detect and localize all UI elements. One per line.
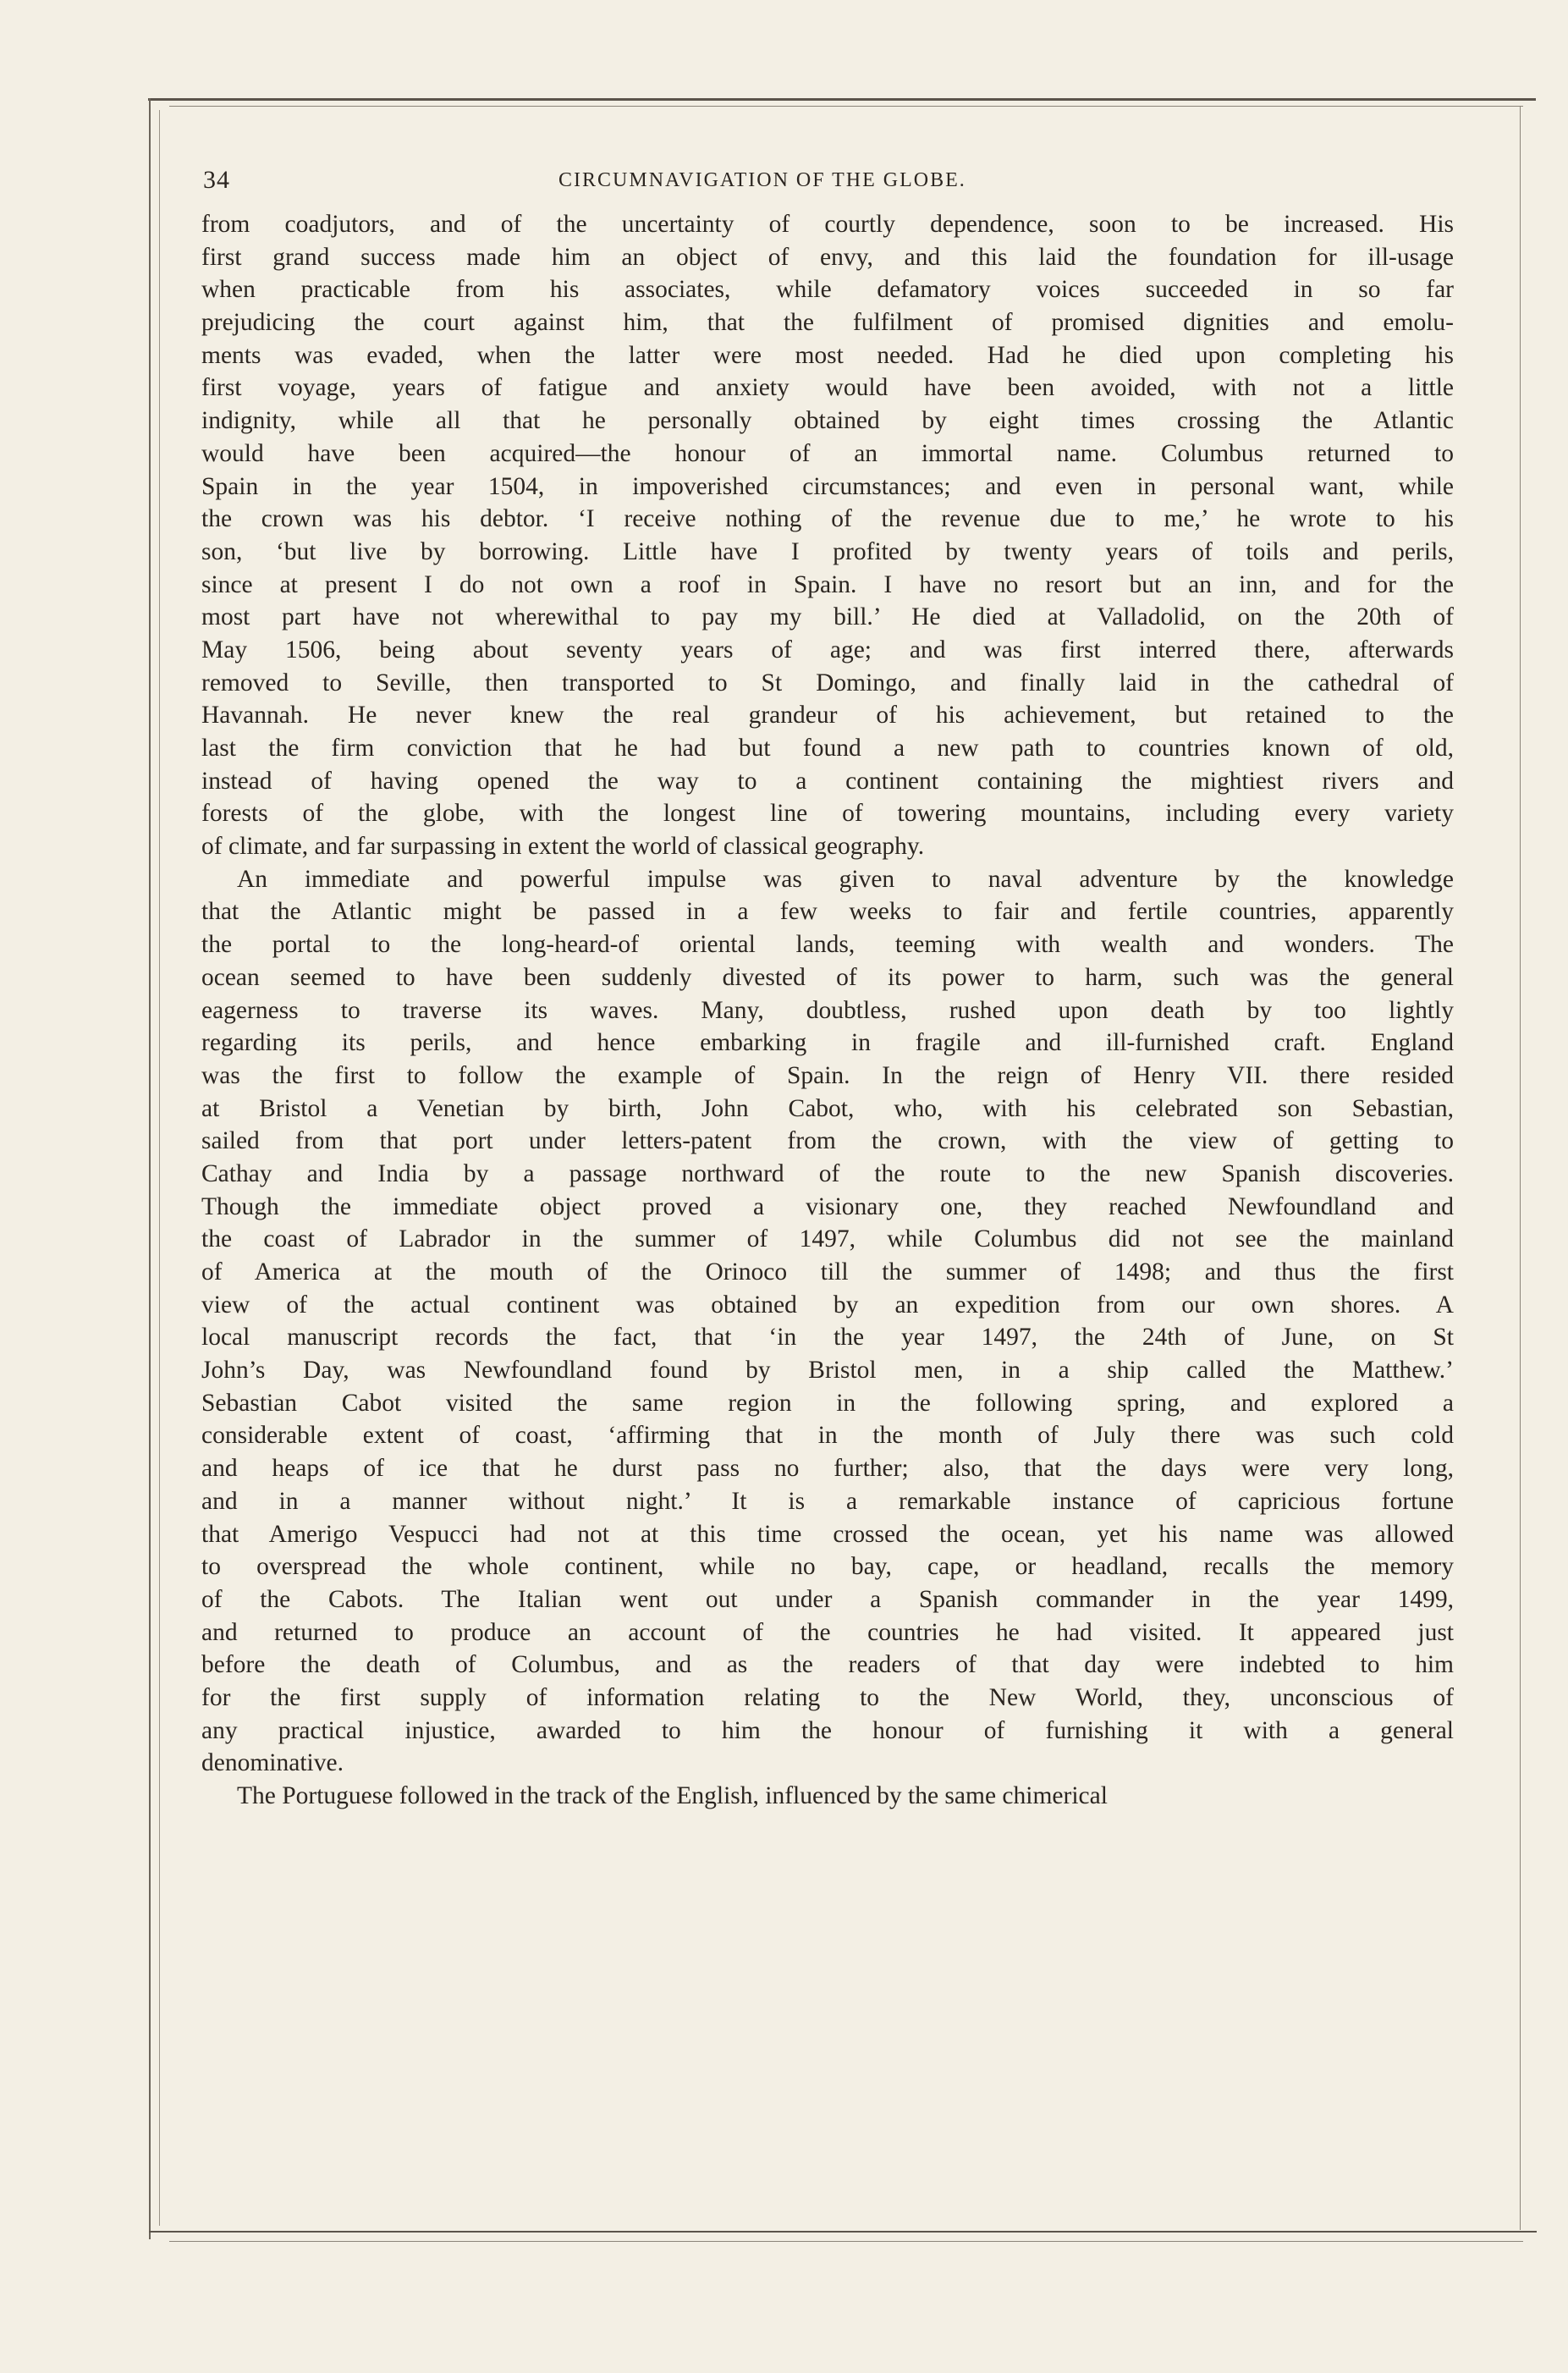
paragraph	[201, 208, 1454, 863]
text-line: Cathay and India by a passage northward of the route to the new Spanish discoveries.	[201, 1159, 1454, 1187]
text-line: considerable extent of coast, ‘affirming that in the month of July there was such cold	[201, 1422, 1454, 1450]
text-line: regarding its perils, and hence embarking in fragile and ill-furnished craft. England	[201, 1029, 1454, 1057]
body-text	[201, 208, 1454, 1813]
text-line: from coadjutors, and of the uncertainty of courtly dependence, soon to be increased. His	[201, 211, 1454, 238]
paragraph	[201, 1780, 1454, 1813]
text-line: and heaps of ice that he durst pass no further; also, that the days were very long,	[201, 1455, 1454, 1483]
text-line: the crown was his debtor. ‘I receive nothing of the revenue due to me,’ he wrote to his	[201, 505, 1454, 533]
text-line: son, ‘but live by borrowing. Little have I profited by twenty years of toils and perils,	[201, 537, 1454, 565]
text-line: sailed from that port under letters-patent from the crown, with the view of getting to	[201, 1127, 1454, 1155]
text-line: prejudicing the court against him, that the fulfilment of promised dignities and emolu-	[201, 309, 1454, 337]
text-line: eagerness to traverse its waves. Many, doubtless, rushed upon death by too lightly	[201, 996, 1454, 1024]
page-frame-right-rule	[1520, 106, 1521, 2230]
text-line: view of the actual continent was obtained by an expedition from our own shores. A	[201, 1291, 1454, 1319]
text-line: ments was evaded, when the latter were most needed. Had he died upon completing his	[201, 341, 1454, 369]
page-frame-left-rule	[149, 98, 151, 2239]
text-line: and in a manner without night.’ It is a remarkable instance of capricious fortune	[201, 1487, 1454, 1515]
text-line: removed to Seville, then transported to St Domingo, and finally laid in the cathedral of	[201, 669, 1454, 696]
text-line: John’s Day, was Newfoundland found by Bristol men, in a ship called the Matthew.’	[201, 1357, 1454, 1385]
page-number: 34	[203, 166, 230, 194]
text-line: of climate, and far surpassing in extent the world of classical geography.	[201, 833, 925, 861]
text-line: the coast of Labrador in the summer of 1497, while Columbus did not see the mainland	[201, 1225, 1454, 1253]
text-line: since at present I do not own a roof in Spain. I have no resort but an inn, and for the	[201, 570, 1454, 598]
text-line: Though the immediate object proved a visionary one, they reached Newfoundland and	[201, 1192, 1454, 1220]
text-line: when practicable from his associates, while defamatory voices succeeded in so far	[201, 276, 1454, 304]
text-line: of America at the mouth of the Orinoco till the summer of 1498; and thus the first	[201, 1258, 1454, 1286]
text-line: any practical injustice, awarded to him the honour of furnishing it with a general	[201, 1716, 1454, 1744]
page-header	[203, 166, 1455, 200]
text-line: that the Atlantic might be passed in a few weeks to fair and fertile countries, apparently	[201, 898, 1454, 926]
running-title: CIRCUMNAVIGATION OF THE GLOBE.	[558, 169, 966, 191]
text-line: for the first supply of information relating to the New World, they, unconscious of	[201, 1683, 1454, 1711]
text-line: denominative.	[201, 1749, 344, 1777]
text-line: instead of having opened the way to a continent containing the mightiest rivers and	[201, 767, 1454, 795]
text-line: ocean seemed to have been suddenly divested of its power to harm, such was the general	[201, 963, 1454, 991]
text-line: to overspread the whole continent, while no bay, cape, or headland, recalls the memory	[201, 1553, 1454, 1581]
text-line: first grand success made him an object of envy, and this laid the foundation for ill-usage	[201, 243, 1454, 271]
text-line: last the firm conviction that he had but found a new path to countries known of old,	[201, 735, 1454, 762]
page-frame-bottom-inner-rule	[169, 2241, 1523, 2242]
page-frame-left-inner-rule	[159, 110, 160, 2226]
page-frame-bottom-rule	[149, 2231, 1537, 2233]
text-line: Spain in the year 1504, in impoverished circumstances; and even in personal want, while	[201, 472, 1454, 500]
text-line: the portal to the long-heard-of oriental lands, teeming with wealth and wonders. The	[201, 931, 1454, 959]
text-line: May 1506, being about seventy years of age; and was first interred there, afterwards	[201, 636, 1454, 663]
text-line: forests of the globe, with the longest line of towering mountains, including every variety	[201, 800, 1454, 828]
text-line: at Bristol a Venetian by birth, John Cabot, who, with his celebrated son Sebastian,	[201, 1094, 1454, 1122]
text-line: before the death of Columbus, and as the readers of that day were indebted to him	[201, 1651, 1454, 1679]
text-line: would have been acquired—the honour of an immortal name. Columbus returned to	[201, 439, 1454, 467]
text-line: indignity, while all that he personally obtained by eight times crossing the Atlantic	[201, 407, 1454, 435]
text-line: most part have not wherewithal to pay my bill.’ He died at Valladolid, on the 20th of	[201, 603, 1454, 631]
text-line: Havannah. He never knew the real grandeur of his achievement, but retained to the	[201, 702, 1454, 730]
text-line: Sebastian Cabot visited the same region in the following spring, and explored a	[201, 1389, 1454, 1417]
text-line: first voyage, years of fatigue and anxiety would have been avoided, with not a little	[201, 374, 1454, 402]
text-line: was the first to follow the example of Spain. In the reign of Henry VII. there resided	[201, 1061, 1454, 1089]
page-frame-top-rule	[148, 98, 1536, 101]
page-frame-top-inner-rule	[169, 106, 1523, 107]
text-line: of the Cabots. The Italian went out under a Spanish commander in the year 1499,	[201, 1585, 1454, 1613]
text-line: An immediate and powerful impulse was given to naval adventure by the knowledge	[237, 865, 1454, 893]
text-line: that Amerigo Vespucci had not at this time crossed the ocean, yet his name was allowed	[201, 1520, 1454, 1548]
text-line: The Portuguese followed in the track of the English, influenced by the same chimerical	[237, 1782, 1108, 1809]
paragraph	[201, 863, 1454, 1780]
text-line: and returned to produce an account of the countries he had visited. It appeared just	[201, 1618, 1454, 1646]
text-line: local manuscript records the fact, that ‘in the year 1497, the 24th of June, on St	[201, 1324, 1454, 1352]
